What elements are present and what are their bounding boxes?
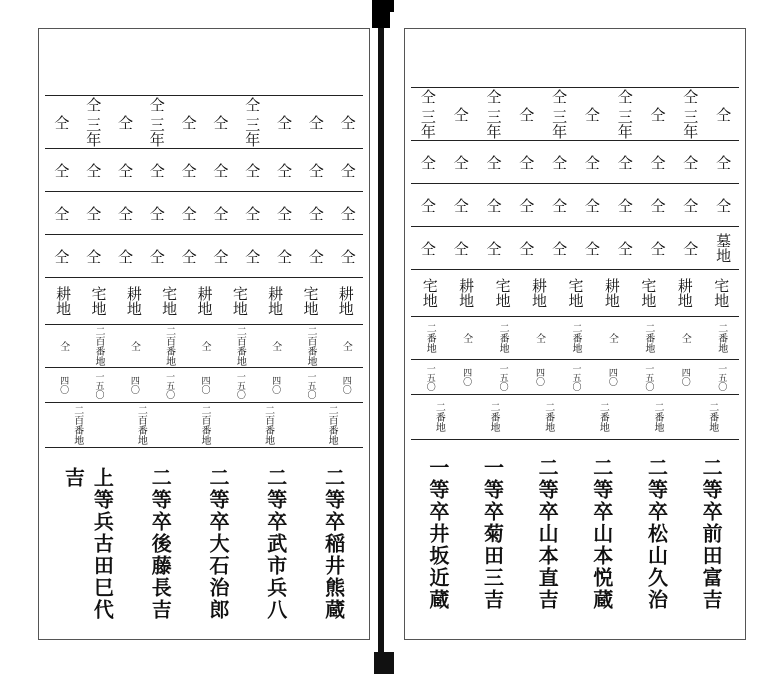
cell: 仝	[147, 248, 166, 264]
cell: 一五〇	[164, 371, 175, 399]
cell: 仝	[606, 333, 618, 343]
cell: 仝	[338, 205, 357, 221]
cell: 仝	[550, 154, 569, 170]
soldier-name: 二等卒大石治郎	[205, 467, 230, 621]
cell: 仝	[211, 114, 230, 130]
spine-bottom-shadow	[374, 652, 394, 674]
cell: 仝	[714, 154, 733, 170]
right-ditto-row-3	[411, 226, 739, 269]
cell: 仝	[274, 114, 293, 130]
cell: 一五〇	[424, 363, 435, 391]
cell: 仝	[451, 154, 470, 170]
cell: 仝 三年	[484, 89, 503, 139]
right-area-row	[411, 359, 739, 394]
right-names-column	[411, 457, 739, 627]
cell: 仝 三年	[84, 97, 103, 147]
cell: 仝	[84, 205, 103, 221]
cell: 仝	[582, 197, 601, 213]
cell: 仝	[52, 162, 71, 178]
cell: 仝	[679, 333, 691, 343]
cell: 仝	[582, 154, 601, 170]
left-ditto-row-3	[45, 234, 363, 277]
cell: 仝	[306, 248, 325, 264]
cell: 耕地	[266, 286, 285, 316]
cell: 仝	[116, 205, 134, 221]
cell: 仝	[681, 240, 700, 256]
soldier-name: 二等卒山本悦蔵	[589, 457, 614, 611]
spine-tab	[384, 0, 394, 12]
right-ditto-row-2	[411, 183, 739, 226]
cell: 宅地	[301, 286, 320, 316]
cell: 二百番地	[234, 326, 246, 366]
cell: 二番地	[488, 402, 500, 432]
cell: 二番地	[715, 323, 727, 353]
cell: 仝	[147, 205, 166, 221]
cell: 仝	[582, 240, 601, 256]
cell: 一五〇	[643, 363, 654, 391]
right-ledger-table	[411, 87, 739, 440]
right-header-row	[411, 87, 739, 140]
soldier-name: 二等卒前田富吉	[699, 457, 724, 611]
cell: 宅地	[160, 286, 179, 316]
cell: 仝	[714, 106, 733, 122]
cell: 宅地	[566, 278, 585, 308]
cell: 仝	[648, 106, 667, 122]
left-ditto-row-1	[45, 148, 363, 191]
cell: 仝	[681, 154, 700, 170]
cell: 四〇	[534, 368, 545, 386]
cell: 耕地	[675, 278, 694, 308]
left-lot-number-row	[45, 324, 363, 367]
cell: 仝	[338, 162, 357, 178]
cell: 仝	[179, 162, 198, 178]
cell: 仝	[52, 114, 71, 130]
cell: 一五〇	[497, 363, 508, 391]
cell: 仝	[517, 154, 536, 170]
cell: 一五〇	[570, 363, 581, 391]
cell: 仝	[418, 197, 437, 213]
cell: 仝	[84, 162, 103, 178]
cell: 四〇	[679, 368, 690, 386]
cell: 宅地	[493, 278, 512, 308]
left-names-column	[45, 467, 363, 637]
cell: 仝	[198, 341, 210, 351]
cell: 仝	[116, 248, 134, 264]
cell: 仝	[211, 248, 230, 264]
cell: 四〇	[270, 376, 281, 394]
cell: 四〇	[340, 376, 351, 394]
cell: 仝	[451, 106, 470, 122]
cell: 仝	[615, 240, 634, 256]
cell: 仝	[147, 162, 166, 178]
cell: 仝	[517, 106, 536, 122]
cell: 四〇	[199, 376, 210, 394]
cell: 仝	[128, 341, 140, 351]
cell: 二百番地	[262, 405, 274, 445]
cell: 仝 三年	[615, 89, 634, 139]
left-area-row	[45, 367, 363, 402]
cell: 一五〇	[234, 371, 245, 399]
cell: 仝 三年	[681, 89, 700, 139]
left-header-row	[45, 95, 363, 148]
cell: 仝	[550, 197, 569, 213]
left-plot-row	[45, 402, 363, 448]
cell: 仝	[179, 114, 198, 130]
cell: 仝	[179, 205, 198, 221]
cell: 仝	[648, 197, 667, 213]
cell: 宅地	[639, 278, 658, 308]
cell: 仝	[211, 205, 230, 221]
left-ditto-row-2	[45, 191, 363, 234]
cell: 仝	[179, 248, 198, 264]
cell: 墓地	[714, 233, 733, 263]
right-ditto-row-1	[411, 140, 739, 183]
cell: 仝	[211, 162, 230, 178]
cell: 二番地	[433, 402, 445, 432]
cell: 二百番地	[326, 405, 338, 445]
cell: 仝	[306, 205, 325, 221]
cell: 耕地	[457, 278, 476, 308]
cell: 耕地	[195, 286, 214, 316]
cell: 二百番地	[304, 326, 316, 366]
cell: 仝	[484, 197, 503, 213]
spine-gutter	[378, 28, 384, 668]
soldier-name: 二等卒武市兵八	[263, 467, 288, 621]
cell: 仝 三年	[418, 89, 437, 139]
cell: 二百番地	[135, 405, 147, 445]
cell: 耕地	[336, 286, 355, 316]
cell: 仝	[517, 240, 536, 256]
cell: 四〇	[128, 376, 139, 394]
cell: 仝	[116, 162, 134, 178]
cell: 仝	[269, 341, 281, 351]
cell: 仝	[648, 154, 667, 170]
cell: 仝 三年	[550, 89, 569, 139]
cell: 仝	[306, 162, 325, 178]
cell: 耕地	[54, 286, 73, 316]
cell: 仝	[451, 240, 470, 256]
cell: 仝	[84, 248, 103, 264]
cell: 耕地	[602, 278, 621, 308]
cell: 二番地	[569, 323, 581, 353]
cell: 仝	[338, 114, 357, 130]
cell: 仝	[648, 240, 667, 256]
right-lot-number-row	[411, 316, 739, 359]
cell: 仝	[338, 248, 357, 264]
cell: 一五〇	[716, 363, 727, 391]
cell: 仝	[550, 240, 569, 256]
cell: 仝	[52, 205, 71, 221]
soldier-name: 一等卒菊田三吉	[480, 457, 505, 611]
cell: 仝	[274, 205, 293, 221]
cell: 仝	[340, 341, 352, 351]
cell: 二百番地	[163, 326, 175, 366]
cell: 四〇	[461, 368, 472, 386]
left-ledger-page	[38, 28, 370, 640]
cell: 仝	[517, 197, 536, 213]
cell: 仝	[615, 154, 634, 170]
cell: 仝	[484, 154, 503, 170]
soldier-name: 一等卒井坂近蔵	[425, 457, 450, 611]
cell: 二百番地	[198, 405, 210, 445]
right-plot-row	[411, 394, 739, 440]
cell: 四〇	[58, 376, 69, 394]
cell: 仝	[306, 114, 325, 130]
soldier-name: 二等卒山本直吉	[535, 457, 560, 611]
cell: 仝	[274, 248, 293, 264]
cell: 仝	[418, 240, 437, 256]
cell: 仝	[460, 333, 472, 343]
cell: 仝 三年	[243, 97, 262, 147]
cell: 二百番地	[71, 405, 83, 445]
cell: 仝	[57, 341, 69, 351]
cell: 宅地	[712, 278, 731, 308]
cell: 耕地	[124, 286, 143, 316]
cell: 四〇	[606, 368, 617, 386]
soldier-name: 二等卒松山久治	[644, 457, 669, 611]
cell: 一五〇	[93, 371, 104, 399]
cell: 二番地	[542, 402, 554, 432]
cell: 二番地	[497, 323, 509, 353]
cell: 仝	[451, 197, 470, 213]
cell: 仝	[615, 197, 634, 213]
cell: 仝	[274, 162, 293, 178]
cell: 仝	[52, 248, 71, 264]
right-ledger-page	[404, 28, 746, 640]
cell: 二番地	[706, 402, 718, 432]
cell: 仝	[116, 114, 134, 130]
cell: 宅地	[89, 286, 108, 316]
cell: 宅地	[420, 278, 439, 308]
cell: 仝	[533, 333, 545, 343]
cell: 宅地	[230, 286, 249, 316]
right-land-type-row	[411, 269, 739, 316]
cell: 仝	[243, 162, 262, 178]
cell: 二番地	[424, 323, 436, 353]
cell: 二番地	[597, 402, 609, 432]
left-land-type-row	[45, 277, 363, 324]
left-ledger-table	[45, 95, 363, 448]
soldier-name: 上等兵古田巳代吉	[61, 467, 115, 621]
cell: 二番地	[642, 323, 654, 353]
cell: 仝	[484, 240, 503, 256]
cell: 仝	[714, 197, 733, 213]
cell: 仝	[582, 106, 601, 122]
cell: 仝	[243, 205, 262, 221]
cell: 仝	[418, 154, 437, 170]
cell: 二百番地	[93, 326, 104, 366]
cell: 耕地	[530, 278, 549, 308]
soldier-name: 二等卒後藤長吉	[148, 467, 173, 621]
cell: 仝	[681, 197, 700, 213]
soldier-name: 二等卒稲井熊蔵	[321, 467, 346, 621]
cell: 一五〇	[305, 371, 316, 399]
cell: 二番地	[652, 402, 664, 432]
cell: 仝	[243, 248, 262, 264]
cell: 仝 三年	[147, 97, 166, 147]
